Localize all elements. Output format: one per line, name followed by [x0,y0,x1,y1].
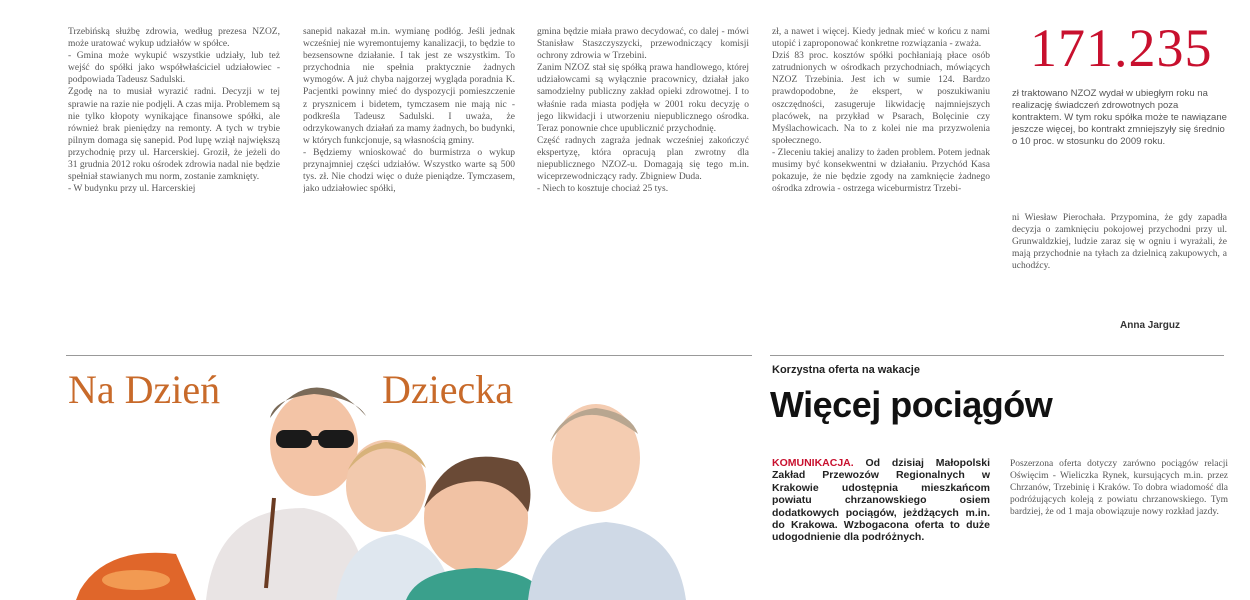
article-headline: Więcej pociągów [770,384,1053,425]
article-column-3 [537,26,749,346]
article-column-3-text: gmina będzie miała prawo decydować, co dalej - mówi Stanisław Staszczyszycki, przewodniczący komisji ochrony zdrowia w Trzebini. Zanim NZOZ stał się spółką prawa handlowego, której udziałowcami są wyłącznie pracownicy, działał jako samodzielny publiczny zakład opieki zdrowotnej. I to właśnie rada miasta podjęła w 2001 roku decyzję o jego likwidacji i utworzeniu niepublicznego ośrodka. Teraz ponownie chce upublicznić przychodnię. Część radnych zagraża jednak wcześniej zakończyć ekspertyzę, która opracują plan zwrotny dla niepublicznego NZOZ-u. Domagają się tego m.in. wiceprzewodniczący rady. Zbigniew Duda. - Niech to kosztuje chociaż 25 tys. [537,27,749,195]
article-column-1-text: Trzebińską służbę zdrowia, według prezesa NZOZ, może uratować wykup udziałów w spółce. - Gmina może wykupić wszystkie udziały, lub też wejść do spółki jako współwłaściciel udziałowiec - podpowiada Tadeusz Sadulski. Zgodę na to musiał wyrazić radni. Decyzji w tej sprawie na razie nie podjęli. A czas mija. Problemem są nie tylko kłopoty wynikające finansowe spółki, ale również brak pieniędzy na remonty. A tych w trybie pilnym domaga się sanepid. Pod lupę wziął największą przychodnię przy ul. Harcerskiej. Groził, że jeżeli do 31 grudnia 2012 roku ośrodek zdrowia nadal nie będzie spełniał stawianych mu norm, zostanie zamknięty. - W budynku przy ul. Harcerskiej [68,27,280,195]
article-column-4-text: zł, a nawet i więcej. Kiedy jednak mieć w końcu z nami utopić i zaproponować konkretne rozwiązania - zważa. Dziś 83 proc. kosztów spółki pochłaniają płace osób zatrudnionych w ośrodkach przychodniach, mówiących NZOZ Trzebinia. Jest ich w sumie 124. Bardzo prawdopodobne, że ekspert, w poszukiwaniu oszczędności, zasugeruje likwidację najmniejszych placówek, na przykład w Psarach, Bolęcinie czy Myślachowicach. Na to z kolei nie ma przyzwolenia społecznego. - Zleceniu takiej analizy to żaden problem. Potem jednak musimy być konsekwentni w działaniu. Przychód Kasa pokazuje, że nie będzie zgody na zamknięcie żadnego ośrodka zdrowia - ostrzega wiceburmistrz Trzebi- [772,27,990,195]
article-lead [772,457,990,544]
section-divider-right [770,355,1224,356]
article-column-2 [303,26,515,346]
big-number-note: zł traktowano NZOZ wydał w ubiegłym roku na realizację świadczeń zdrowotnych poza kontraktem. W tym roku spółka może te nawiązane jeszcze więcej, bo kontrakt zmniejszyły się średnio o 10 proc. w stosunku do 2009 roku. [1012,88,1227,147]
article-column-5: ni Wiesław Pierochała. Przypomina, że gdy zapadła decyzja o zamknięciu pokojowej przychodni przy ul. Grunwaldzkiej, ludzie zaraz się w ogniu i wyrażali, że mają przychodnie na tyłach za dzielnicą zakupowych, a uchodźcy. [1012,213,1227,272]
photo-title-left: Na Dzień [68,367,221,412]
photo-title-right: Dziecka [382,367,514,412]
section-divider-left [66,355,752,356]
article-column-4 [772,26,990,346]
author-name: Anna Jarguz [1120,320,1181,331]
article-lead-text: Od dzisiaj Małopolski Zakład Przewozów Regionalnych w Krakowie udostępnia mieszkańcom powiatu chrzanowskiego osiem dodatkowych pociągów, jeżdżących m.in. do Krakowa. Wzbogacona oferta to duże udogodnienie dla podróżnych. [772,457,990,544]
article-bottom-column: Poszerzona oferta dotyczy zarówno pociągów relacji Oświęcim - Wieliczka Rynek, kursujących m.in. przez Chrzanów, Trzebinię i Kraków. To dobra wiadomość dla podróżujących koleją z powiatu chrzanowskiego. Tym bardziej, że od 1 maja obowiązuje nowy rozkład jazdy. [1010,459,1228,518]
big-number: 171.235 [1030,18,1213,78]
article-column-2-text: sanepid nakazał m.in. wymianę podłóg. Jeśli jednak wcześniej nie wyremontujemy kanalizacji, to będzie to bezsensowne działanie. I tak jest ze wszystkim. To przychodnia nie spełnia praktycznie żadnych wymogów. A już chyba najgorzej wygląda poradnia K. Pacjentki powinny mieć do dyspozycji pomieszczenie z prysznicem i bidetem, tymczasem nie mają nic - podkreśla Tadeusz Sadulski. I uważa, że odrzykowanych działań za mamy żadnych, bo budynki, w których funkcjonuje, są własnością gminy. - Będziemy wnioskować do burmistrza o wykup przynajmniej części udziałów. Wszystko warte są 500 tys. zł. Nie chodzi więc o duże pieniądze. Tymczasem, jako udziałowiec spółki, [303,27,515,195]
children-photo [66,358,752,600]
section-label: KOMUNIKACJA. [772,457,854,469]
article-kicker: Korzystna oferta na wakacje [772,364,920,376]
article-column-1 [68,26,280,346]
